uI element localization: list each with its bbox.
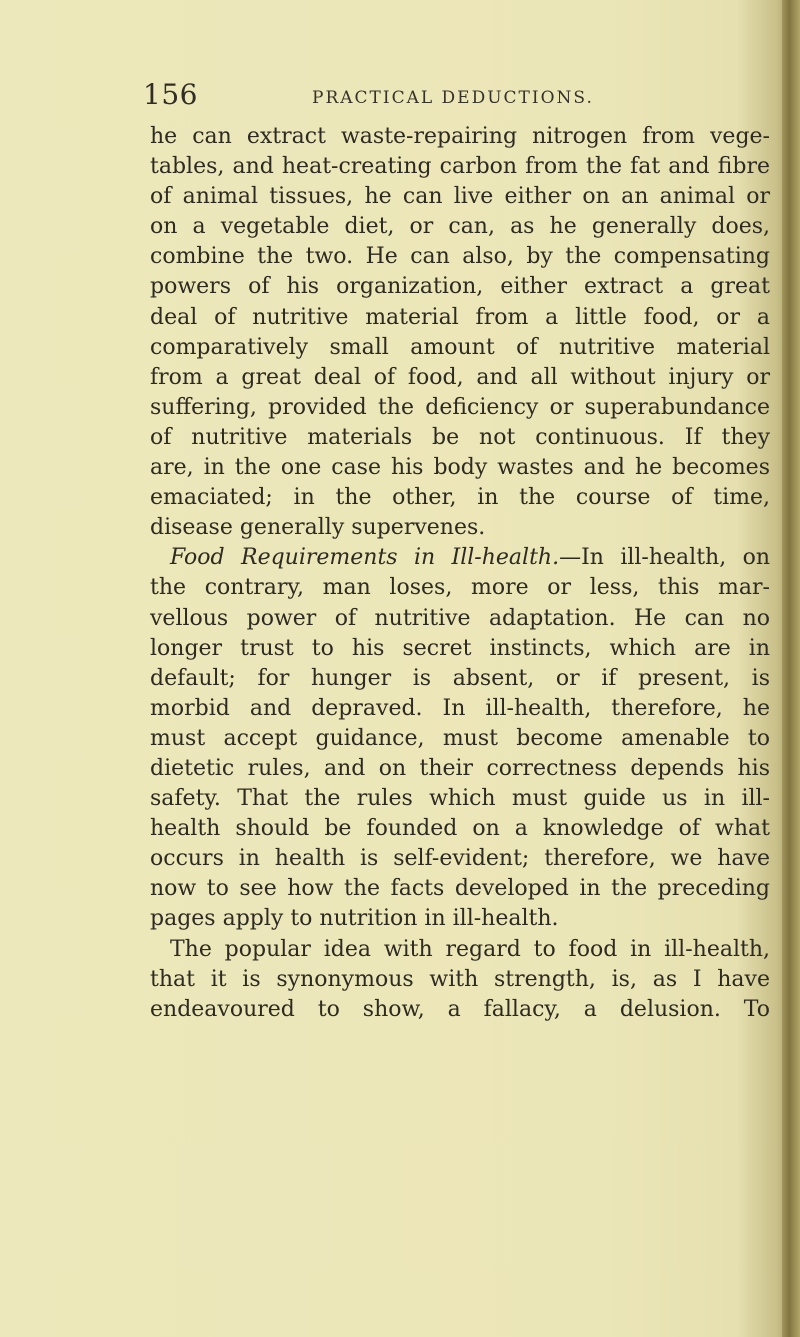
text-line: safety. That the rules which must guide us in ill- xyxy=(150,786,770,812)
text-fragment: —In ill-health, on xyxy=(559,545,770,571)
text-line: of nutritive materials be not continuous. If they xyxy=(150,424,770,450)
body-text xyxy=(150,122,770,1025)
text-line: powers of his organization, either extract a great xyxy=(150,274,770,300)
text-line: that it is synonymous with strength, is, as I have xyxy=(150,966,770,992)
text-line: of animal tissues, he can live either on an animal or xyxy=(150,184,770,210)
text-line: health should be founded on a knowledge of what xyxy=(150,816,770,842)
text-line: default; for hunger is absent, or if present, is xyxy=(150,665,770,691)
page-edge xyxy=(782,0,800,1337)
text-line: The popular idea with regard to food in ill-health, xyxy=(170,936,770,962)
text-line: now to see how the facts developed in the preceding xyxy=(150,876,770,902)
text-line: disease generally supervenes. xyxy=(150,515,486,541)
text-line: vellous power of nutritive adaptation. He can no xyxy=(150,605,770,631)
page-header xyxy=(0,78,800,118)
section-heading-line xyxy=(150,543,770,573)
text-line: tables, and heat-creating carbon from the fat and fibre xyxy=(150,154,770,180)
text-line: occurs in health is self-evident; therefore, we have xyxy=(150,846,770,872)
text-line: on a vegetable diet, or can, as he generally does, xyxy=(150,214,770,240)
text-line: endeavoured to show, a fallacy, a delusion. To xyxy=(150,996,770,1022)
text-line: the contrary, man loses, more or less, this mar- xyxy=(150,575,770,601)
text-line: deal of nutritive material from a little food, or a xyxy=(150,304,770,330)
text-line: longer trust to his secret instincts, which are in xyxy=(150,635,770,661)
text-line: from a great deal of food, and all without injury or xyxy=(150,364,770,390)
text-line: morbid and depraved. In ill-health, therefore, he xyxy=(150,695,770,721)
page-number: 156 xyxy=(143,78,198,111)
text-line: are, in the one case his body wastes and he becomes xyxy=(150,455,770,481)
running-head: PRACTICAL DEDUCTIONS. xyxy=(312,88,594,108)
section-heading: Food Requirements in Ill-health. xyxy=(170,545,560,571)
text-line: comparatively small amount of nutritive material xyxy=(150,334,770,360)
text-line: emaciated; in the other, in the course of time, xyxy=(150,485,770,511)
text-line: he can extract waste-repairing nitrogen from vege- xyxy=(150,124,770,149)
text-line: must accept guidance, must become amenable to xyxy=(150,725,770,751)
text-line: dietetic rules, and on their correctness depends his xyxy=(150,755,770,781)
text-line: suffering, provided the deficiency or superabundance xyxy=(150,394,770,420)
text-line: pages apply to nutrition in ill-health. xyxy=(150,906,559,932)
text-line: combine the two. He can also, by the compensating xyxy=(150,244,770,270)
